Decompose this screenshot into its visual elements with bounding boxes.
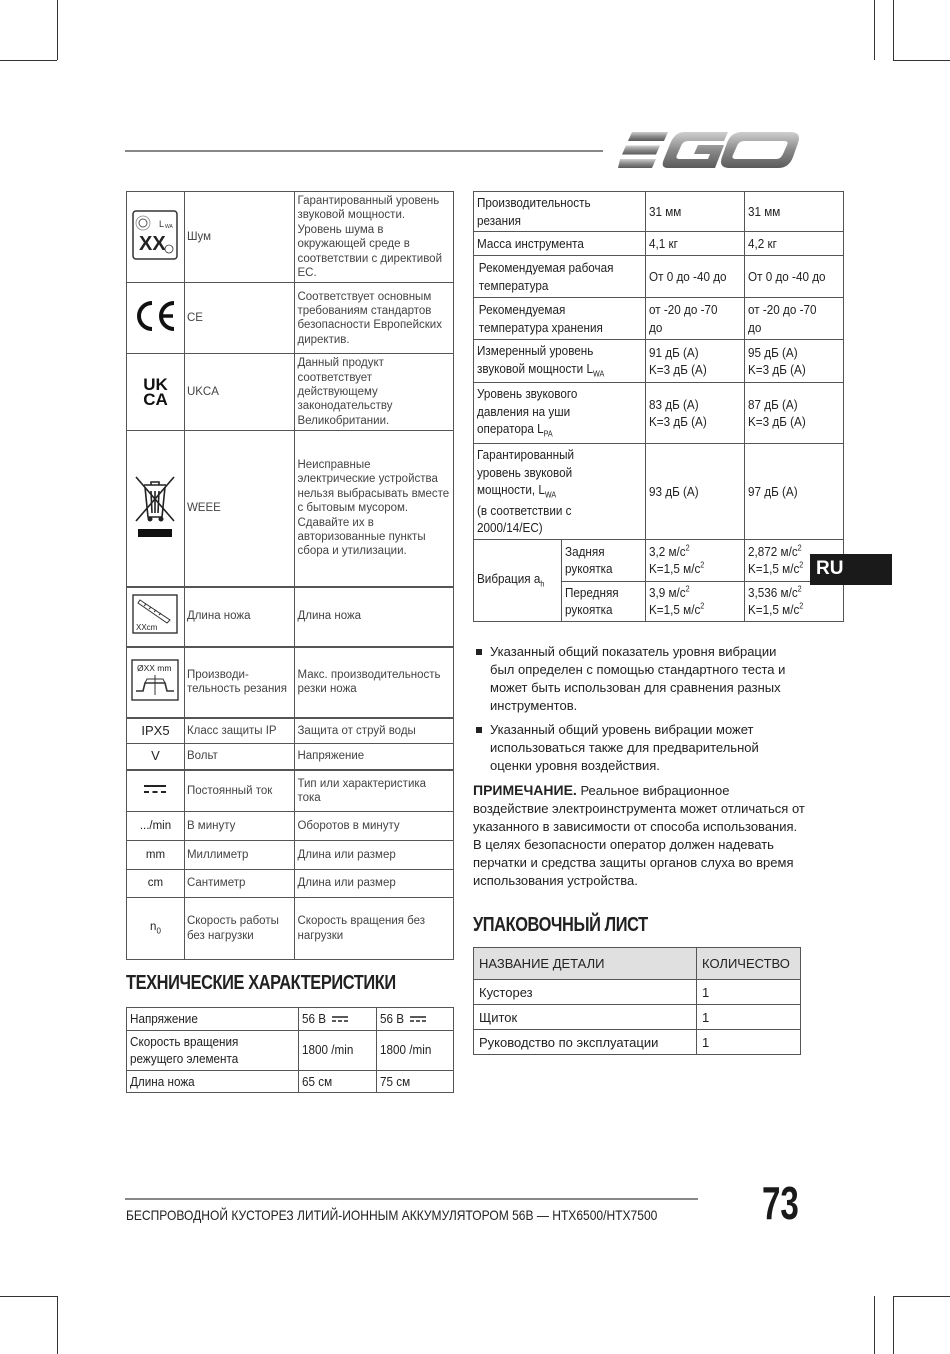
spec-value: 75 см bbox=[376, 1070, 454, 1093]
symbol-description: Защита от струй воды bbox=[295, 718, 454, 744]
packing-list-title: УПАКОВОЧНЫЙ ЛИСТ bbox=[473, 914, 648, 936]
ego-logo bbox=[618, 130, 800, 170]
spec-row bbox=[127, 1008, 454, 1031]
spec-label: Вибрация $a_h$ bbox=[474, 539, 562, 621]
crop-mark bbox=[874, 1296, 875, 1354]
symbol-row bbox=[127, 283, 454, 354]
symbol-description: Напряжение bbox=[295, 744, 454, 770]
spec-value: от -20 до -70 до bbox=[745, 298, 844, 340]
symbol-name: Сантиметр bbox=[184, 870, 295, 898]
spec-label: Масса инструмента bbox=[474, 232, 646, 256]
svg-text:XX: XX bbox=[139, 232, 167, 255]
symbol-description: Длина или размер bbox=[295, 870, 454, 898]
spec-value: 4,1 кг bbox=[646, 232, 745, 256]
table-header-row bbox=[474, 948, 801, 980]
spec-label: Измеренный уровень звуковой мощности $L_{WA}$ bbox=[474, 340, 646, 383]
symbol-name: Класс защиты IP bbox=[184, 718, 295, 744]
spec-label: Напряжение bbox=[127, 1008, 299, 1031]
note-text: Реальное вибрационное воздействие электроинструмента может отличаться от указанного в зависимости от способа использования. В целях безопасности оператор должен надевать перчатки и средства защиты органов слуха во время использования устройства. bbox=[473, 783, 805, 888]
symbol-description: Скорость вращения без нагрузки bbox=[295, 898, 454, 960]
header-rule bbox=[125, 150, 603, 152]
spec-label: Гарантированный уровень звуковой мощности, $L_{WA}$ (в соответствии с 2000/14/EC) bbox=[474, 444, 646, 540]
bullet-item: Указанный общий уровень вибрации может использоваться также для предварительной оценки уровня воздействия. bbox=[473, 721, 803, 775]
part-quantity: 1 bbox=[697, 1005, 801, 1030]
direct-current-icon bbox=[143, 782, 167, 796]
direct-current-icon bbox=[410, 1015, 426, 1023]
symbol-row bbox=[127, 770, 454, 812]
spec-value: 95 дБ (A) K=3 дБ (A) bbox=[745, 340, 844, 383]
mm-label: mm bbox=[127, 841, 185, 870]
symbol-name: WEEE bbox=[184, 431, 295, 587]
symbols-table bbox=[126, 191, 454, 960]
language-tab: RU bbox=[810, 554, 892, 585]
spec-label: Рекомендуемая температура хранения bbox=[474, 298, 646, 340]
symbol-description: Оборотов в минуту bbox=[295, 812, 454, 841]
svg-text:ØXX mm: ØXX mm bbox=[137, 662, 172, 673]
svg-text:WA: WA bbox=[165, 223, 174, 230]
spec-value: 1800 /min bbox=[376, 1030, 454, 1070]
spec-value: 2,872 $м/с^2$ K=1,5 $м/с^2$ bbox=[745, 539, 844, 581]
spec-row bbox=[474, 232, 844, 256]
no-load-speed-label: $n_0$ bbox=[127, 898, 185, 960]
spec-row bbox=[474, 256, 844, 298]
symbol-description: Неисправные электрические устройства нельзя выбрасывать вместе с бытовым мусором. Сдавайте их в авторизованные пункты сбора и утилизации. bbox=[295, 431, 454, 587]
symbol-description: Тип или характеристика тока bbox=[295, 770, 454, 812]
spec-row bbox=[474, 340, 844, 383]
symbol-name: Скорость работы без нагрузки bbox=[184, 898, 295, 960]
symbol-name: UKCA bbox=[184, 354, 295, 431]
symbol-name: Длина ножа bbox=[184, 587, 295, 647]
column-header: КОЛИЧЕСТВО bbox=[697, 948, 801, 980]
spec-label: Рекомендуемая рабочая температура bbox=[474, 256, 646, 298]
part-name: Руководство по эксплуатации bbox=[474, 1030, 697, 1055]
spec-value: 56 В bbox=[376, 1008, 454, 1031]
table-row bbox=[474, 980, 801, 1005]
svg-text:XXcm: XXcm bbox=[136, 623, 158, 633]
cutting-capacity-icon bbox=[131, 659, 179, 701]
part-name: Щиток bbox=[474, 1005, 697, 1030]
spec-label: Длина ножа bbox=[127, 1070, 299, 1093]
footer-rule bbox=[125, 1198, 698, 1200]
bullet-item: Указанный общий показатель уровня вибрации был определен с помощью стандартного теста и может быть использован для сравнения разных инструментов. bbox=[473, 643, 803, 715]
crop-mark bbox=[893, 1296, 894, 1354]
spec-row bbox=[474, 192, 844, 232]
spec-row bbox=[474, 444, 844, 540]
spec-value: От 0 до -40 до bbox=[745, 256, 844, 298]
column-header: НАЗВАНИЕ ДЕТАЛИ bbox=[474, 948, 697, 980]
spec-table-left bbox=[126, 1007, 454, 1093]
symbol-row bbox=[127, 898, 454, 960]
crop-mark bbox=[893, 0, 894, 60]
symbol-row bbox=[127, 841, 454, 870]
part-quantity: 1 bbox=[697, 1030, 801, 1055]
spec-sublabel: Задняя рукоятка bbox=[561, 539, 645, 581]
vibration-notes bbox=[473, 643, 803, 781]
symbol-row bbox=[127, 587, 454, 647]
symbol-name: Постоянный ток bbox=[184, 770, 295, 812]
crop-mark bbox=[57, 0, 58, 60]
part-name: Кусторез bbox=[474, 980, 697, 1005]
crop-mark bbox=[0, 60, 57, 61]
spec-value: 31 мм bbox=[745, 192, 844, 232]
note-paragraph bbox=[473, 781, 805, 890]
symbol-name: В минуту bbox=[184, 812, 295, 841]
spec-value: 93 дБ (A) bbox=[646, 444, 745, 540]
spec-value: 97 дБ (A) bbox=[745, 444, 844, 540]
packing-list-table bbox=[473, 947, 801, 1055]
symbol-name: Производи-тельность резания bbox=[184, 647, 295, 718]
symbol-name: Вольт bbox=[184, 744, 295, 770]
spec-value: 3,9 $м/с^2$ K=1,5 $м/с^2$ bbox=[646, 581, 745, 621]
tech-specs-title: ТЕХНИЧЕСКИЕ ХАРАКТЕРИСТИКИ bbox=[126, 972, 396, 994]
symbol-name: Шум bbox=[184, 192, 295, 283]
spec-value: 65 см bbox=[299, 1070, 377, 1093]
symbol-description: Гарантированный уровень звуковой мощности. Уровень шума в окружающей среде в соответствии с директивой ЕС. bbox=[295, 192, 454, 283]
sound-power-icon bbox=[132, 210, 178, 260]
symbol-description: Макс. производительность резки ножа bbox=[295, 647, 454, 718]
spec-value: 31 мм bbox=[646, 192, 745, 232]
spec-label: Уровень звукового давления на уши оператора $L_{PA}$ bbox=[474, 383, 646, 444]
symbol-description: Длина или размер bbox=[295, 841, 454, 870]
ipx5-label: IPX5 bbox=[127, 718, 185, 744]
spec-value: От 0 до -40 до bbox=[646, 256, 745, 298]
page-number: 73 bbox=[762, 1177, 799, 1229]
crop-mark bbox=[893, 60, 950, 61]
direct-current-icon bbox=[332, 1015, 348, 1023]
svg-text:L: L bbox=[159, 218, 165, 229]
spec-label: Производительность резания bbox=[474, 192, 646, 232]
spec-value: от -20 до -70 до bbox=[646, 298, 745, 340]
cm-label: cm bbox=[127, 870, 185, 898]
volt-label: V bbox=[127, 744, 185, 770]
symbol-row bbox=[127, 718, 454, 744]
spec-label: Скорость вращения режущего элемента bbox=[127, 1030, 299, 1070]
symbol-row bbox=[127, 431, 454, 587]
spec-row bbox=[474, 298, 844, 340]
table-row bbox=[474, 1030, 801, 1055]
crop-mark bbox=[57, 1296, 58, 1354]
symbol-name: CE bbox=[184, 283, 295, 354]
spec-value: 3,536 $м/с^2$ K=1,5 $м/с^2$ bbox=[745, 581, 844, 621]
spec-value: 1800 /min bbox=[299, 1030, 377, 1070]
symbol-row bbox=[127, 647, 454, 718]
ukca-mark-icon: UK CA bbox=[143, 375, 168, 410]
table-row bbox=[474, 1005, 801, 1030]
part-quantity: 1 bbox=[697, 980, 801, 1005]
symbol-description: Длина ножа bbox=[295, 587, 454, 647]
note-label: ПРИМЕЧАНИЕ. bbox=[473, 782, 577, 798]
symbol-description: Данный продукт соответствует действующему законодательству Великобритании. bbox=[295, 354, 454, 431]
spec-row bbox=[474, 383, 844, 444]
symbol-name: Миллиметр bbox=[184, 841, 295, 870]
symbol-row bbox=[127, 354, 454, 431]
spec-value: 91 дБ (A) K=3 дБ (A) bbox=[646, 340, 745, 383]
spec-value: 83 дБ (A) K=3 дБ (A) bbox=[646, 383, 745, 444]
per-minute-label: .../min bbox=[127, 812, 185, 841]
crop-mark bbox=[893, 1296, 950, 1297]
symbol-row bbox=[127, 192, 454, 283]
spec-value: 3,2 $м/с^2$ K=1,5 $м/с^2$ bbox=[646, 539, 745, 581]
weee-bin-icon bbox=[132, 473, 178, 539]
symbol-row bbox=[127, 744, 454, 770]
spec-row bbox=[127, 1030, 454, 1070]
spec-row bbox=[127, 1070, 454, 1093]
spec-value: 56 В bbox=[299, 1008, 377, 1031]
spec-value: 87 дБ (A) K=3 дБ (A) bbox=[745, 383, 844, 444]
spec-row bbox=[474, 539, 844, 581]
crop-mark bbox=[874, 0, 875, 60]
symbol-row bbox=[127, 870, 454, 898]
symbol-row bbox=[127, 812, 454, 841]
spec-table-right bbox=[473, 191, 844, 622]
blade-length-icon bbox=[132, 594, 178, 634]
spec-value: 4,2 кг bbox=[745, 232, 844, 256]
footer-title: БЕСПРОВОДНОЙ КУСТОРЕЗ ЛИТИЙ-ИОННЫМ АККУМУЛЯТОРОМ 56В — HTX6500/HTX7500 bbox=[126, 1207, 658, 1223]
spec-sublabel: Передняя рукоятка bbox=[561, 581, 645, 621]
crop-mark bbox=[0, 1296, 57, 1297]
symbol-description: Соответствует основным требованиям стандартов безопасности Европейских директив. bbox=[295, 283, 454, 354]
ce-mark-icon bbox=[132, 299, 178, 333]
